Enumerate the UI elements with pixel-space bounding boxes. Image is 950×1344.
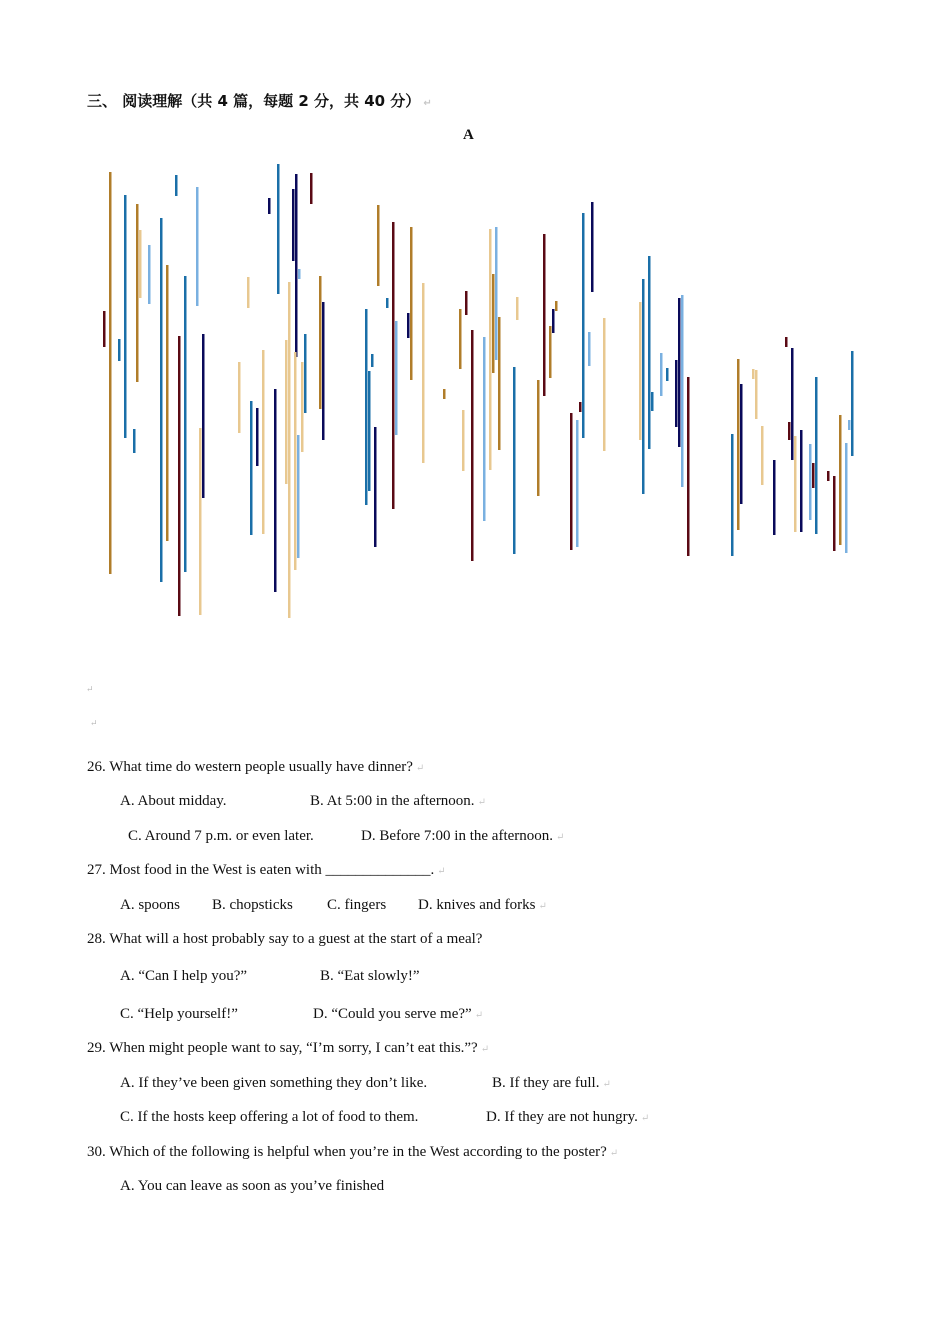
poster-stripe: [833, 476, 836, 551]
poster-stripe: [516, 297, 519, 320]
poster-stripe: [443, 389, 446, 399]
poster-stripe: [301, 362, 304, 452]
poster-stripe: [483, 337, 486, 521]
question-28-option-b: B. “Eat slowly!”: [320, 968, 420, 984]
question-26-stem: 26. What time do western people usually have dinner? ↵: [87, 759, 425, 775]
poster-stripe: [845, 443, 848, 553]
poster-stripe: [785, 337, 788, 347]
question-27-stem: 27. Most food in the West is eaten with ______________. ↵: [87, 862, 446, 878]
poster-stripe: [368, 371, 371, 491]
poster-stripe: [827, 471, 830, 481]
poster-stripe: [304, 334, 307, 413]
paragraph-mark: ↵: [86, 684, 94, 694]
poster-stripe: [761, 426, 764, 485]
poster-stripe: [660, 353, 663, 396]
poster-stripe: [319, 276, 322, 409]
poster-stripe: [285, 340, 288, 484]
poster-stripe: [549, 326, 552, 378]
poster-stripe: [788, 422, 791, 440]
poster-stripe: [639, 302, 642, 440]
poster-stripe: [365, 309, 368, 505]
poster-stripe: [752, 369, 755, 379]
poster-stripe: [552, 309, 555, 333]
question-30-stem: 30. Which of the following is helpful when you’re in the West according to the poster? ↵: [87, 1144, 619, 1160]
poster-stripe: [687, 377, 690, 556]
poster-stripe: [256, 408, 259, 466]
poster-stripe: [459, 309, 462, 369]
poster-stripe: [492, 274, 495, 373]
poster-stripe: [148, 245, 151, 304]
poster-stripe: [579, 402, 582, 412]
poster-stripe: [555, 301, 558, 311]
poster-stripe: [250, 401, 253, 535]
poster-stripe: [495, 227, 498, 360]
poster-stripe: [731, 434, 734, 556]
poster-stripe: [407, 313, 410, 338]
poster-stripe: [410, 227, 413, 380]
poster-stripe: [371, 354, 374, 367]
poster-stripe: [202, 334, 205, 498]
poster-stripe: [681, 295, 684, 487]
poster-stripe: [392, 222, 395, 509]
poster-stripe: [395, 321, 398, 435]
poster-stripe: [570, 413, 573, 550]
poster-stripe: [422, 283, 425, 463]
poster-stripe: [812, 463, 815, 488]
poster-stripe: [310, 173, 313, 204]
poster-stripe: [642, 279, 645, 494]
poster-stripe: [815, 377, 818, 534]
poster-stripe: [791, 348, 794, 460]
poster-stripe: [377, 205, 380, 286]
poster-stripe: [184, 276, 187, 572]
poster-stripe: [124, 195, 127, 438]
poster-stripe: [675, 360, 678, 427]
poster-stripe: [292, 189, 295, 261]
question-27-option-c: C. fingers: [327, 897, 387, 913]
poster-stripe: [498, 317, 501, 450]
poster-stripe: [794, 436, 797, 532]
question-26-option-c: C. Around 7 p.m. or even later.: [128, 828, 314, 844]
poster-stripe: [462, 410, 465, 471]
section-heading: 三、 阅读理解（共 4 篇，每题 2 分，共 40 分） ↵: [87, 92, 432, 110]
question-29-stem: 29. When might people want to say, “I’m sorry, I can’t eat this.”? ↵: [87, 1040, 490, 1056]
poster-stripe: [839, 415, 842, 545]
poster-stripe: [678, 298, 681, 447]
poster-stripe: [588, 332, 591, 366]
question-26-option-b: B. At 5:00 in the afternoon. ↵: [310, 793, 486, 809]
poster-stripe: [809, 444, 812, 520]
poster-stripe: [238, 362, 241, 433]
poster-stripe: [537, 380, 540, 496]
poster-stripe: [297, 435, 300, 558]
poster-stripe: [288, 282, 291, 618]
question-27-option-b: B. chopsticks: [212, 897, 293, 913]
poster-stripe: [109, 172, 112, 574]
question-26-option-a: A. About midday.: [120, 793, 227, 809]
poster-stripe: [118, 339, 121, 361]
poster-stripe: [648, 256, 651, 449]
poster-stripe: [274, 389, 277, 592]
poster-stripe: [166, 265, 169, 541]
poster-stripe: [582, 213, 585, 438]
poster-stripe: [465, 291, 468, 315]
question-29-option-a: A. If they’ve been given something they don’t like.: [120, 1075, 428, 1091]
question-28-option-c: C. “Help yourself!”: [120, 1006, 238, 1022]
question-28-option-d: D. “Could you serve me?” ↵: [313, 1006, 484, 1022]
poster-stripe: [139, 230, 142, 298]
poster-stripe: [740, 384, 743, 504]
poster-stripe: [160, 218, 163, 582]
poster-stripe: [386, 298, 389, 308]
poster-stripe: [800, 430, 803, 532]
poster-stripe: [103, 311, 106, 347]
poster-stripe: [196, 187, 199, 306]
poster-stripe: [489, 229, 492, 470]
poster-stripe: [848, 420, 851, 430]
poster-stripe: [651, 392, 654, 411]
question-28-option-a: A. “Can I help you?”: [120, 968, 248, 984]
question-27-option-d: D. knives and forks ↵: [418, 897, 547, 913]
poster-stripe: [851, 351, 854, 456]
poster-stripe: [262, 350, 265, 534]
poster-stripe: [374, 427, 377, 547]
poster-stripe: [247, 277, 250, 308]
poster-stripe: [513, 367, 516, 554]
poster-stripe: [295, 174, 298, 357]
passage-label: A: [463, 127, 474, 143]
paragraph-mark: ↵: [90, 718, 98, 728]
poster-stripe: [133, 429, 136, 453]
poster-stripe: [773, 460, 776, 535]
poster-stripe: [755, 370, 758, 419]
poster-stripe: [277, 164, 280, 294]
poster-stripe: [175, 175, 178, 196]
question-30-option-a: A. You can leave as soon as you’ve finished: [120, 1178, 385, 1194]
poster-stripe: [178, 336, 181, 616]
question-28-stem: 28. What will a host probably say to a guest at the start of a meal?: [87, 931, 483, 947]
poster-stripe: [591, 202, 594, 292]
poster-stripe: [268, 198, 271, 214]
poster-stripe: [576, 420, 579, 547]
poster-stripe: [666, 368, 669, 381]
poster-stripe: [136, 204, 139, 382]
question-29-option-b: B. If they are full. ↵: [492, 1075, 611, 1091]
poster-stripe: [737, 359, 740, 530]
question-27-option-a: A. spoons: [120, 897, 181, 913]
question-29-option-d: D. If they are not hungry. ↵: [486, 1109, 650, 1125]
poster-stripe: [543, 234, 546, 396]
poster-stripe: [199, 428, 202, 615]
poster-stripe: [298, 269, 301, 279]
poster-stripe: [322, 302, 325, 440]
question-29-option-c: C. If the hosts keep offering a lot of food to them.: [120, 1109, 419, 1125]
poster-stripe: [471, 330, 474, 561]
poster-stripe: [294, 352, 297, 570]
question-26-option-d: D. Before 7:00 in the afternoon. ↵: [361, 828, 565, 844]
poster-stripe: [603, 318, 606, 451]
poster-image: [95, 150, 875, 650]
